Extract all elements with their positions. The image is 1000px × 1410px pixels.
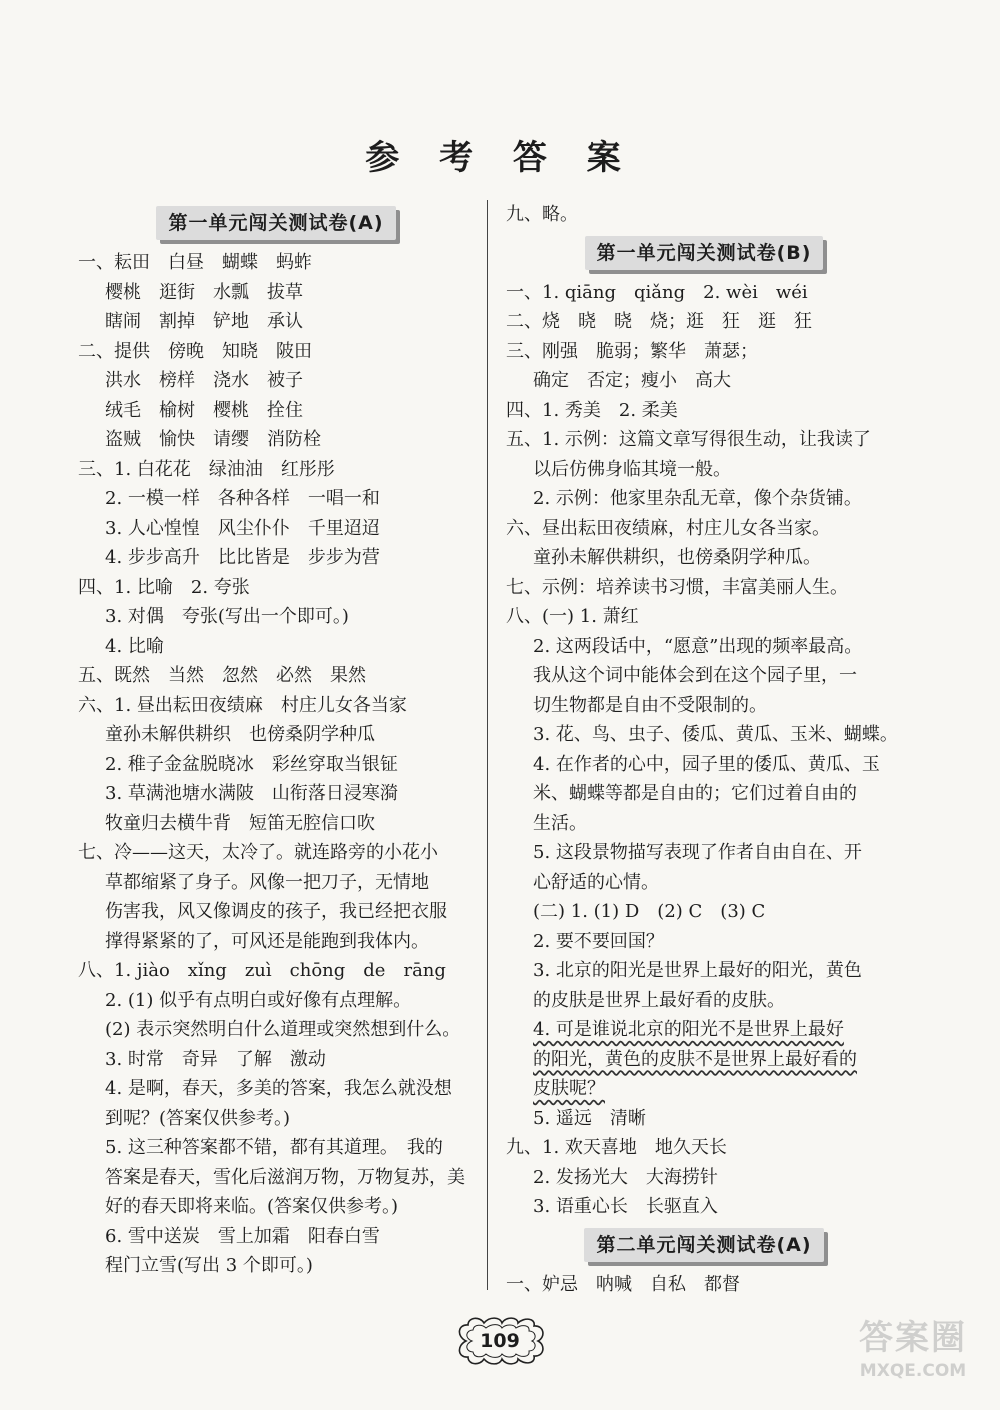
section-header: 第二单元闯关测试卷(A) (584, 1228, 823, 1262)
answer-line: 到呢？(答案仅供参考。) (105, 1107, 291, 1129)
answer-line: 撑得紧紧的了，可风还是能跑到我体内。 (105, 930, 429, 952)
watermark-url: MXQE.COM (859, 1361, 967, 1381)
answer-line: 五、1. 示例：这篇文章写得很生动，让我读了 (506, 429, 871, 450)
answer-line: (二) 1. (1) D (2) C (3) C (533, 901, 766, 922)
answer-line: 米、蝴蝶等都是自由的；它们过着自由的 (533, 783, 857, 804)
answer-line: 心舒适的心情。 (533, 871, 659, 893)
answer-line: 一、妒忌 呐喊 自私 都督 (506, 1273, 740, 1295)
answer-line: 2. 稚子金盆脱晓冰 彩丝穿取当银钲 (105, 753, 398, 775)
section-header: 第一单元闯关测试卷(B) (585, 236, 824, 270)
answer-line: 牧童归去横牛背 短笛无腔信口吹 (105, 812, 375, 834)
watermark-text: 答案圈 (859, 1318, 967, 1358)
answer-line: 4. 是啊，春天，多美的答案，我怎么就没想 (105, 1078, 452, 1099)
answer-line: 我从这个词中能体会到在这个园子里，一 (533, 665, 857, 686)
answer-line: 4. 步步高升 比比皆是 步步为营 (105, 547, 380, 568)
answer-line: 童孙未解供耕织 也傍桑阴学种瓜 (105, 724, 375, 745)
answer-line-underlined: 的阳光，黄色的皮肤不是世界上最好看的 (533, 1048, 857, 1070)
section-header-wrap (78, 206, 474, 240)
answer-line: 盗贼 愉快 请缨 消防栓 (105, 429, 321, 450)
answer-line: 3. 花、鸟、虫子、倭瓜、黄瓜、玉米、蝴蝶。 (533, 724, 898, 745)
answer-line: 八、(一) 1. 萧红 (506, 606, 639, 627)
page-number-badge (452, 1316, 548, 1366)
answer-line: 3. 语重心长 长驱直入 (533, 1196, 718, 1217)
answer-line: 三、刚强 脆弱；繁华 萧瑟； (506, 340, 758, 362)
answer-line: 5. 遥远 清晰 (533, 1107, 646, 1129)
answer-line: 三、1. 白花花 绿油油 红彤彤 (78, 458, 335, 480)
answer-line: 3. 北京的阳光是世界上最好的阳光，黄色 (533, 960, 862, 981)
answer-line: 二、烧 晓 晓 烧；逛 狂 逛 狂 (506, 311, 812, 332)
answer-line: 2. 发扬光大 大海捞针 (533, 1166, 718, 1188)
answer-line: 2. 这两段话中，“愿意”出现的频率最高。 (533, 635, 863, 657)
answer-line: 4. 比喻 (105, 635, 164, 657)
answer-line: 3. 时常 奇异 了解 激动 (105, 1048, 326, 1070)
answer-line: 樱桃 逛街 水瓢 拔草 (105, 281, 303, 303)
answer-line: 四、1. 秀美 2. 柔美 (506, 399, 678, 421)
answer-line: 洪水 榜样 浇水 被子 (105, 370, 303, 391)
watermark-logo (838, 1316, 988, 1396)
answer-line: 草都缩紧了身子。风像一把刀子，无情地 (105, 871, 429, 893)
answer-line: 六、昼出耘田夜绩麻，村庄儿女各当家。 (506, 517, 830, 539)
answer-line: 瞎闹 割掉 铲地 承认 (105, 311, 303, 332)
answer-line: 二、提供 傍晚 知晓 陂田 (78, 340, 312, 362)
answer-line: 七、示例：培养读书习惯，丰富美丽人生。 (506, 576, 848, 598)
answer-line-underlined: 皮肤呢？ (533, 1078, 605, 1099)
page-number: 109 (480, 1330, 520, 1352)
answer-line: (2) 表示突然明白什么道理或突然想到什么。 (105, 1019, 461, 1040)
answer-line: 七、冷——这天，太冷了。就连路旁的小花小 (78, 842, 438, 863)
answer-line: 3. 对偶 夸张(写出一个即可。) (105, 606, 349, 627)
answer-line: 5. 这三种答案都不错，都有其道理。 我的 (105, 1137, 443, 1158)
answer-line: 2. 要不要回国？ (533, 930, 664, 952)
answer-line-underlined: 4. 可是谁说北京的阳光不是世界上最好 (533, 1019, 844, 1040)
answer-column-left (78, 200, 474, 1281)
column-divider (487, 200, 488, 1290)
answer-line: 六、1. 昼出耘田夜绩麻 村庄儿女各当家 (78, 694, 407, 716)
answer-line: 4. 在作者的心中，园子里的倭瓜、黄瓜、玉 (533, 753, 880, 775)
answer-line: 生活。 (533, 812, 587, 834)
answer-line: 5. 这段景物描写表现了作者自由自在、开 (533, 842, 862, 863)
answer-line: 一、耘田 白昼 蝴蝶 蚂蚱 (78, 252, 312, 273)
answer-line: 切生物都是自由不受限制的。 (533, 694, 767, 716)
answer-line: 五、既然 当然 忽然 必然 果然 (78, 665, 366, 686)
answer-line: 绒毛 榆树 樱桃 拴住 (105, 399, 303, 421)
page-title: 参 考 答 案 (365, 138, 635, 178)
answer-line: 3. 人心惶惶 风尘仆仆 千里迢迢 (105, 517, 380, 539)
answer-line: 好的春天即将来临。(答案仅供参考。) (105, 1196, 399, 1217)
answer-line: 童孙未解供耕织，也傍桑阴学种瓜。 (533, 547, 821, 568)
answer-line: 程门立雪(写出 3 个即可。) (105, 1255, 313, 1276)
section-header-wrap (506, 1228, 902, 1262)
answer-line: 伤害我，风又像调皮的孩子，我已经把衣服 (105, 901, 447, 922)
answer-column-right (506, 200, 902, 1299)
answer-line: 九、1. 欢天喜地 地久天长 (506, 1137, 727, 1158)
answer-line: 九、略。 (506, 204, 578, 225)
answer-line: 6. 雪中送炭 雪上加霜 阳春白雪 (105, 1225, 380, 1247)
answer-line: 2. (1) 似乎有点明白或好像有点理解。 (105, 989, 412, 1011)
answer-line: 四、1. 比喻 2. 夸张 (78, 576, 250, 598)
answer-line: 一、1. qiāng qiǎng 2. wèi wéi (506, 281, 808, 303)
answer-line: 八、1. jiào xǐng zuì chōng de rāng (78, 960, 446, 981)
answer-line: 以后仿佛身临其境一般。 (533, 458, 731, 480)
section-header: 第一单元闯关测试卷(A) (156, 206, 395, 240)
answer-line: 确定 否定；瘦小 高大 (533, 370, 731, 391)
answer-line: 的皮肤是世界上最好看的皮肤。 (533, 989, 785, 1011)
answer-line: 2. 一模一样 各种各样 一唱一和 (105, 488, 380, 509)
answer-line: 3. 草满池塘水满陂 山衔落日浸寒漪 (105, 783, 398, 804)
section-header-wrap (506, 236, 902, 270)
answer-line: 2. 示例：他家里杂乱无章，像个杂货铺。 (533, 488, 862, 509)
answer-line: 答案是春天，雪化后滋润万物，万物复苏，美 (105, 1166, 465, 1188)
